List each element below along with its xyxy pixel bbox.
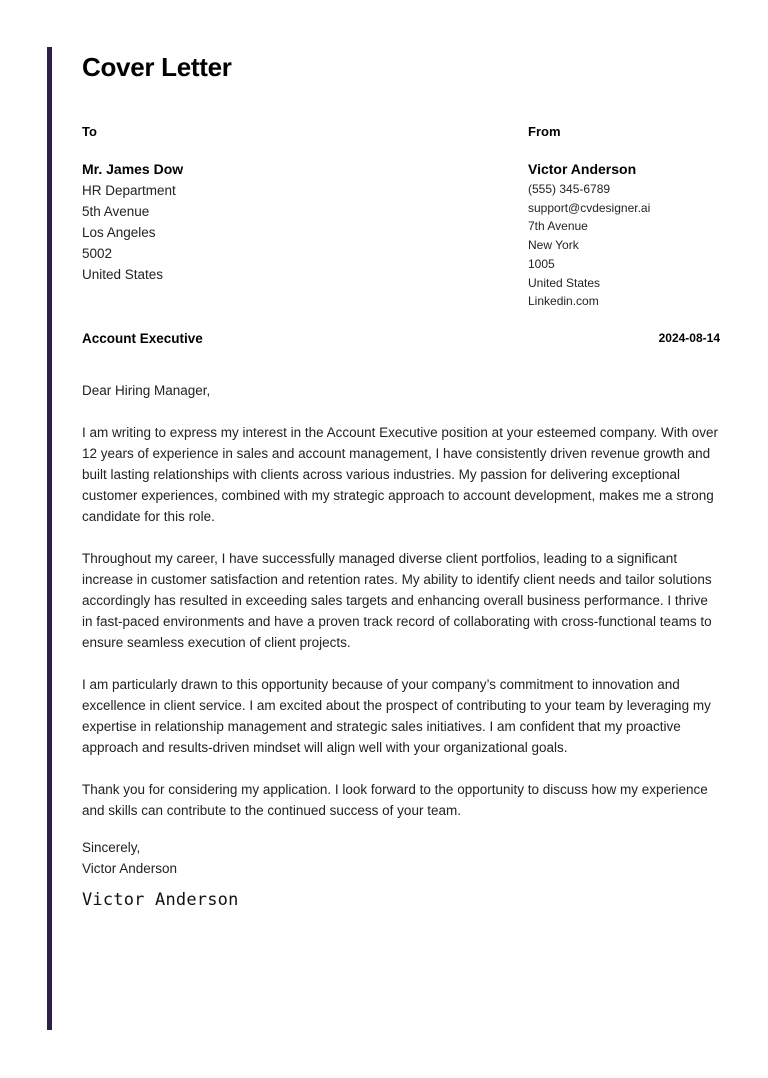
letter-date: 2024-08-14 <box>658 331 720 345</box>
accent-bar <box>47 47 52 1030</box>
closing-name: Victor Anderson <box>82 861 178 876</box>
page-title: Cover Letter <box>82 52 232 82</box>
greeting: Dear Hiring Manager, <box>82 383 211 398</box>
recipient-street: 5th Avenue <box>82 204 150 219</box>
job-title: Account Executive <box>82 331 203 346</box>
valediction: Sincerely, <box>82 840 141 855</box>
sender-name: Victor Anderson <box>528 161 637 177</box>
recipient-name: Mr. James Dow <box>82 161 184 177</box>
recipient-block <box>82 124 462 285</box>
recipient-department: HR Department <box>82 183 176 198</box>
sender-country: United States <box>528 275 601 290</box>
closing-block <box>82 837 177 879</box>
body-paragraph-2: Throughout my career, I have successfully managed diverse client portfolios, leading to a significant increase in customer satisfaction and retention rates. My ability to identify client needs and tailor solutions accordingly has resulted in exceeding sales targets and enhancing overall business performance. I thrive in fast-paced environments and have a proven track record of collaborating with cross-functional teams to ensure seamless execution of client projects. <box>82 551 712 650</box>
sender-block <box>528 124 728 311</box>
recipient-city: Los Angeles <box>82 225 156 240</box>
sender-phone: (555) 345-6789 <box>528 182 611 196</box>
sender-city: New York <box>528 238 579 253</box>
sender-email: support@cvdesigner.ai <box>528 200 651 215</box>
to-label: To <box>82 124 97 139</box>
body-paragraph-1: I am writing to express my interest in the Account Executive position at your esteemed company. With over 12 years of experience in sales and account management, I have consistently driven revenue growth and built lasting relationships with clients across various industries. My passion for delivering exceptional customer experiences, combined with my strategic approach to account development, makes me a strong candidate for this role. <box>82 425 719 524</box>
sender-postal-code: 1005 <box>528 256 555 271</box>
from-label: From <box>528 124 561 139</box>
letter-body <box>82 380 722 842</box>
signature: Victor Anderson <box>82 890 239 910</box>
recipient-country: United States <box>82 267 164 282</box>
sender-street: 7th Avenue <box>528 219 588 234</box>
body-paragraph-4: Thank you for considering my application. I look forward to the opportunity to discuss how my experience and skills can contribute to the continued success of your team. <box>82 782 708 818</box>
body-paragraph-3: I am particularly drawn to this opportunity because of your company’s commitment to innovation and excellence in client service. I am excited about the prospect of contributing to your team by leveraging my expertise in relationship management and strategic sales initiatives. I am confident that my proactive approach and results-driven mindset will align well with your organizational goals. <box>82 677 711 755</box>
sender-website: Linkedin.com <box>528 294 599 309</box>
recipient-postal-code: 5002 <box>82 246 113 261</box>
